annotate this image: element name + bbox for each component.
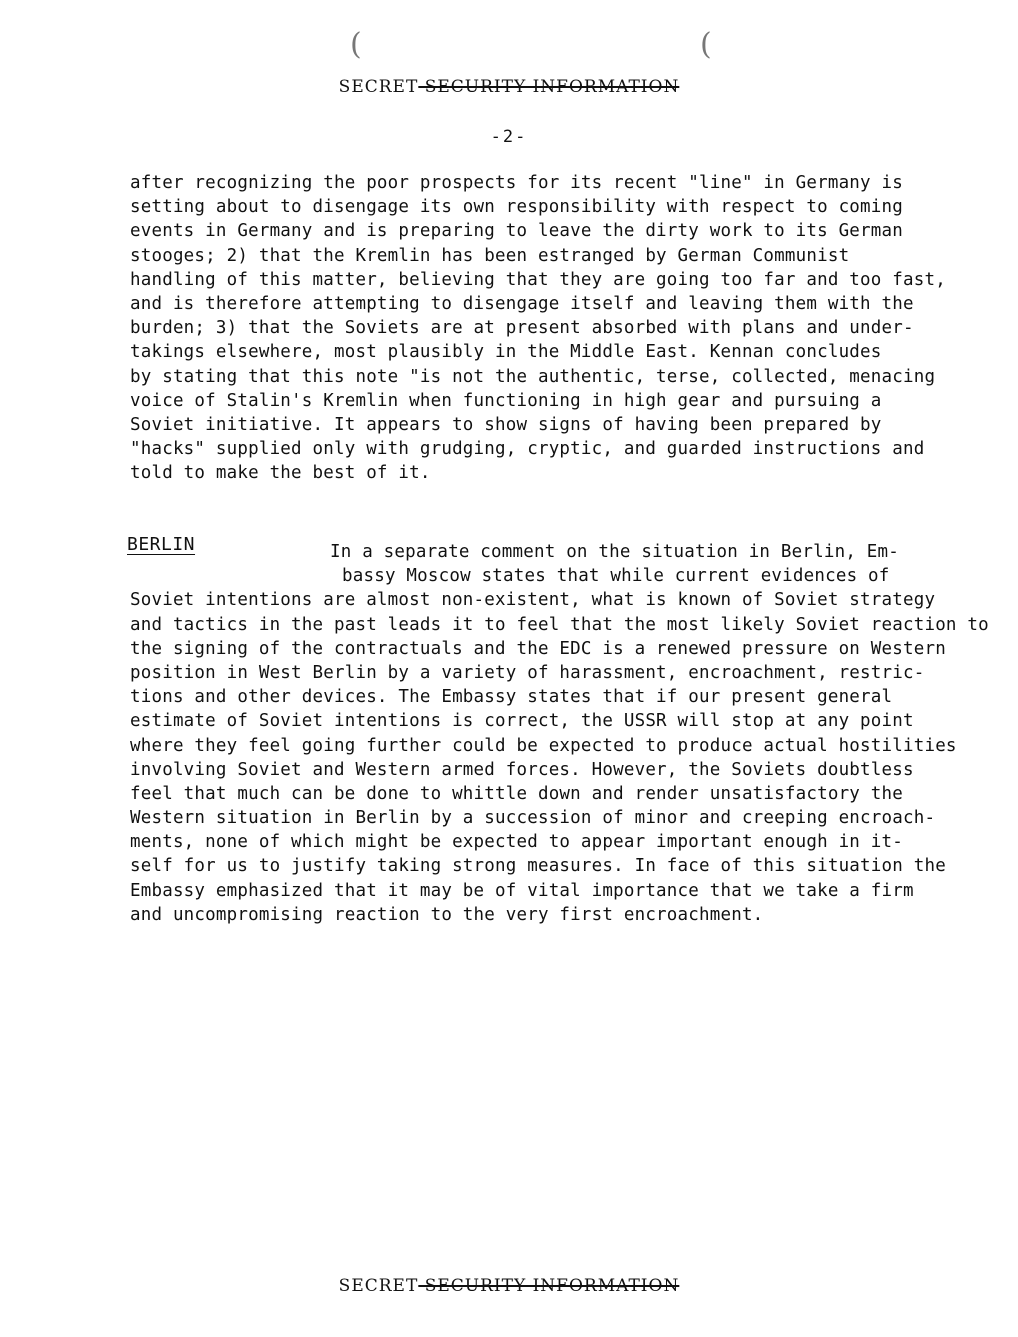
text-line: events in Germany and is preparing to leave the dirty work to its German — [130, 221, 903, 242]
text-line: and tactics in the past leads it to feel that the most likely Soviet reaction to — [130, 614, 989, 635]
text-line: setting about to disengage its own responsibility with respect to coming — [130, 197, 903, 218]
text-line: told to make the best of it. — [130, 463, 431, 484]
footer-classification — [0, 1276, 1018, 1296]
text-line: burden; 3) that the Soviets are at present absorbed with plans and under- — [130, 318, 914, 339]
text-line: and is therefore attempting to disengage itself and leaving them with the — [130, 293, 914, 314]
text-line: tions and other devices. The Embassy states that if our present general — [130, 687, 893, 708]
text-line: position in West Berlin by a variety of harassment, encroachment, restric- — [130, 662, 925, 683]
text-line: the signing of the contractuals and the EDC is a renewed pressure on Western — [130, 638, 946, 659]
text-line: estimate of Soviet intentions is correct, the USSR will stop at any point — [130, 711, 914, 732]
text-line: involving Soviet and Western armed forces. However, the Soviets doubtless — [130, 759, 914, 780]
header-classification-secret: SECRET — [338, 77, 419, 97]
text-line: Embassy emphasized that it may be of vital importance that we take a firm — [130, 880, 914, 901]
footer-classification-secret: SECRET — [338, 1276, 419, 1296]
text-line: bassy Moscow states that while current evidences of — [342, 566, 890, 587]
paragraph-kennan — [130, 171, 950, 485]
header-classification-struck: SECURITY INFORMATION — [418, 77, 680, 97]
paragraph-berlin — [130, 540, 989, 927]
text-line: after recognizing the poor prospects for its recent "line" in Germany is — [130, 173, 903, 193]
margin-mark-left: ( — [350, 27, 362, 62]
section-heading-berlin: BERLIN — [127, 534, 196, 555]
margin-mark-right: ( — [700, 27, 712, 62]
footer-classification-struck: SECURITY INFORMATION — [418, 1276, 680, 1296]
text-line: In a separate comment on the situation in Berlin, Em- — [330, 542, 900, 562]
text-line: ments, none of which might be expected to appear important enough in it- — [130, 832, 903, 853]
text-line: and uncompromising reaction to the very first encroachment. — [130, 904, 764, 925]
text-line: handling of this matter, believing that they are going too far and too fast, — [130, 269, 946, 290]
text-line: stooges; 2) that the Kremlin has been estranged by German Communist — [130, 245, 850, 266]
page-number: -2- — [490, 127, 528, 147]
text-line: Western situation in Berlin by a succession of minor and creeping encroach- — [130, 808, 936, 829]
text-line: "hacks" supplied only with grudging, cryptic, and guarded instructions and — [130, 439, 925, 460]
text-line: takings elsewhere, most plausibly in the Middle East. Kennan concludes — [130, 342, 882, 363]
header-classification — [0, 77, 1018, 97]
text-line: voice of Stalin's Kremlin when functioning in high gear and pursuing a — [130, 390, 882, 411]
text-line: where they feel going further could be expected to produce actual hostilities — [130, 735, 957, 756]
text-line: Soviet intentions are almost non-existent, what is known of Soviet strategy — [130, 590, 936, 611]
text-line: by stating that this note "is not the authentic, terse, collected, menacing — [130, 366, 936, 387]
text-line: feel that much can be done to whittle down and render unsatisfactory the — [130, 783, 903, 804]
text-line: Soviet initiative. It appears to show signs of having been prepared by — [130, 414, 882, 435]
text-line: self for us to justify taking strong measures. In face of this situation the — [130, 856, 946, 877]
